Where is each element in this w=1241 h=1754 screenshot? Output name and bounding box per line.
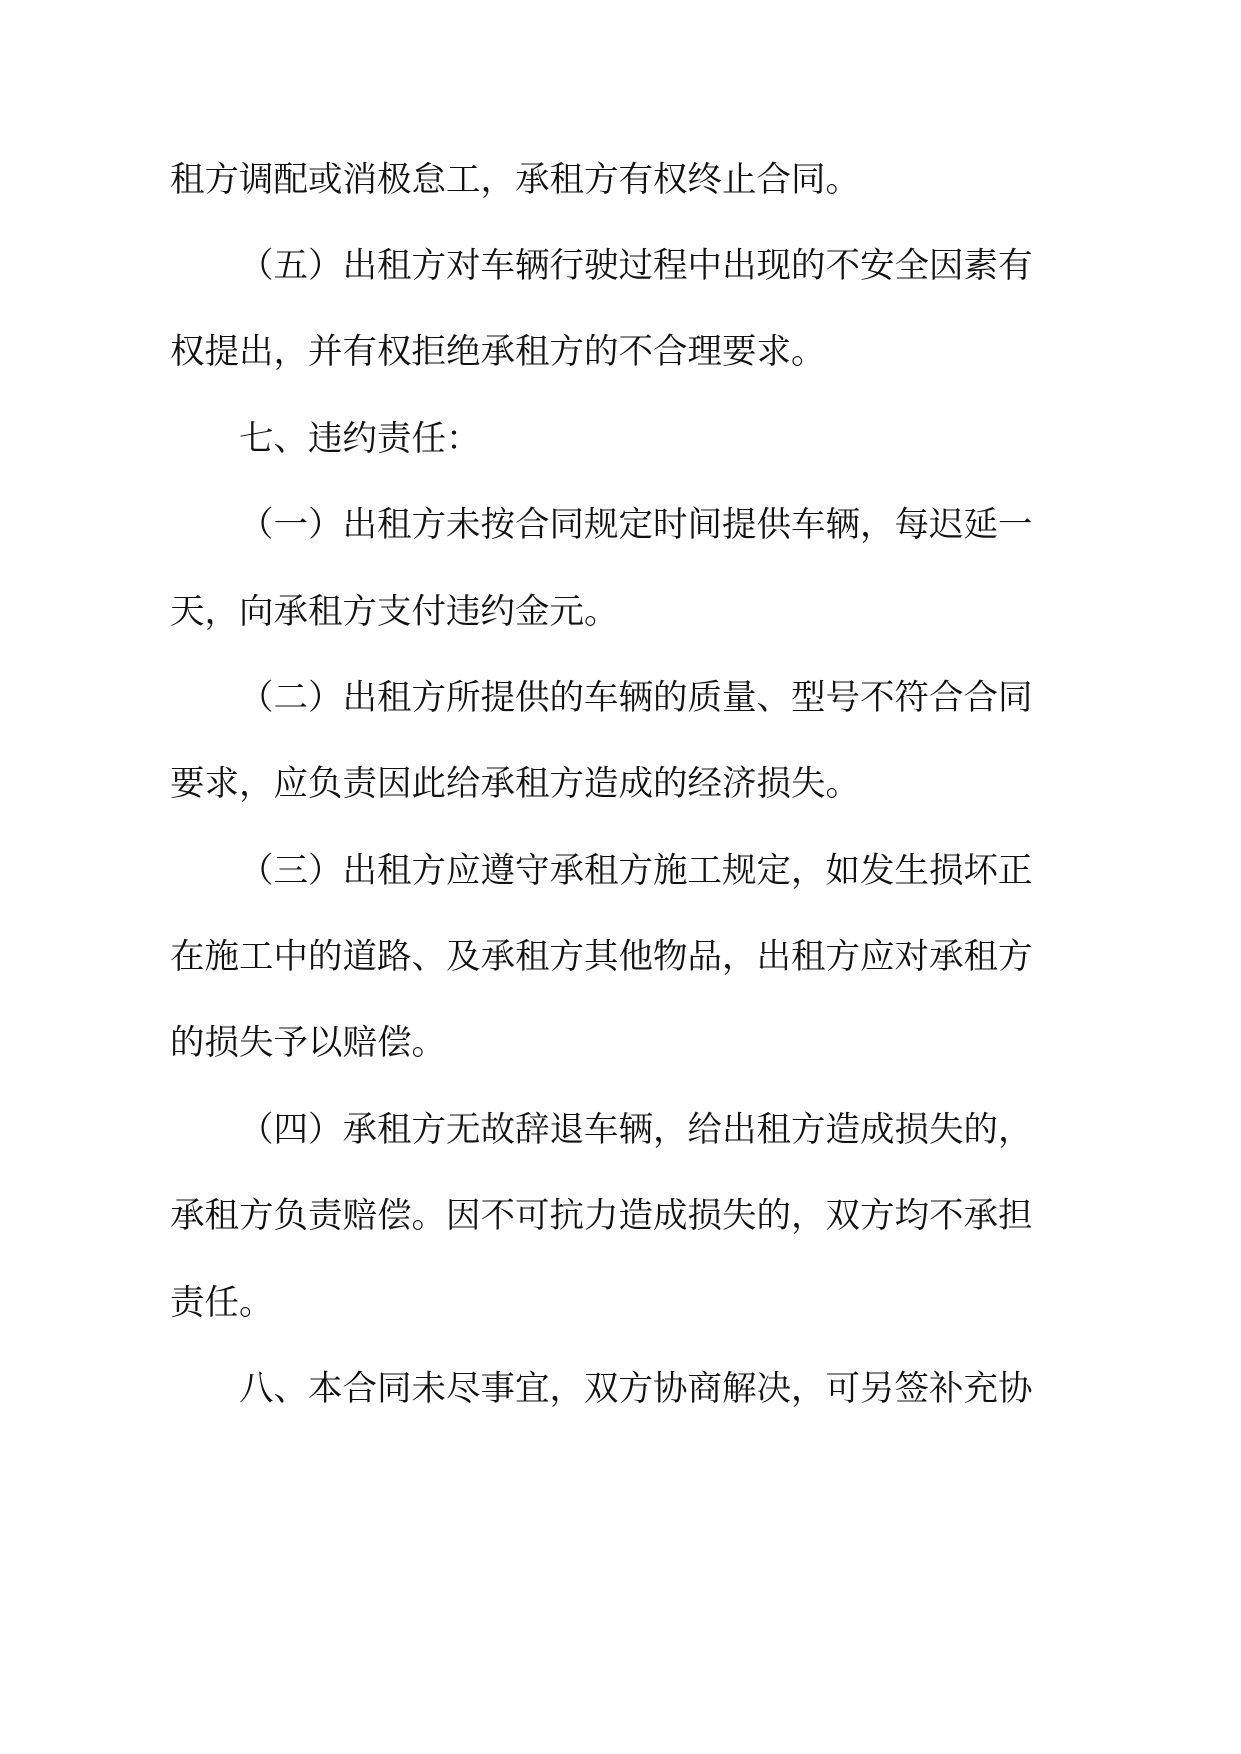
section-heading: 七、违约责任： [239,419,481,459]
section-heading: 八、本合同未尽事宜，双方协商解决，可另签补充协 [239,1369,1033,1409]
body-text-line: 要求，应负责因此给承租方造成的经济损失。 [170,764,860,804]
body-text-line: 责任。 [170,1283,274,1323]
body-text-line: 天，向承租方支付违约金元。 [170,592,619,632]
paragraph-start-line: （五）出租方对车辆行驶过程中出现的不安全因素有 [239,246,1033,286]
paragraph-start-line: （一）出租方未按合同规定时间提供车辆，每迟延一 [239,505,1033,545]
paragraph-start-line: （三）出租方应遵守承租方施工规定，如发生损坏正 [239,851,1033,891]
body-text-line: 的损失予以赔偿。 [170,1023,446,1063]
paragraph-start-line: （四）承租方无故辞退车辆，给出租方造成损失的， [239,1110,1033,1150]
body-text-line: 权提出，并有权拒绝承租方的不合理要求。 [170,332,826,372]
paragraph-start-line: （二）出租方所提供的车辆的质量、型号不符合合同 [239,678,1033,718]
body-text-line: 承租方负责赔偿。因不可抗力造成损失的，双方均不承担 [170,1196,1033,1236]
body-text-line: 租方调配或消极怠工，承租方有权终止合同。 [170,160,860,200]
body-text-line: 在施工中的道路、及承租方其他物品，出租方应对承租方 [170,937,1033,977]
